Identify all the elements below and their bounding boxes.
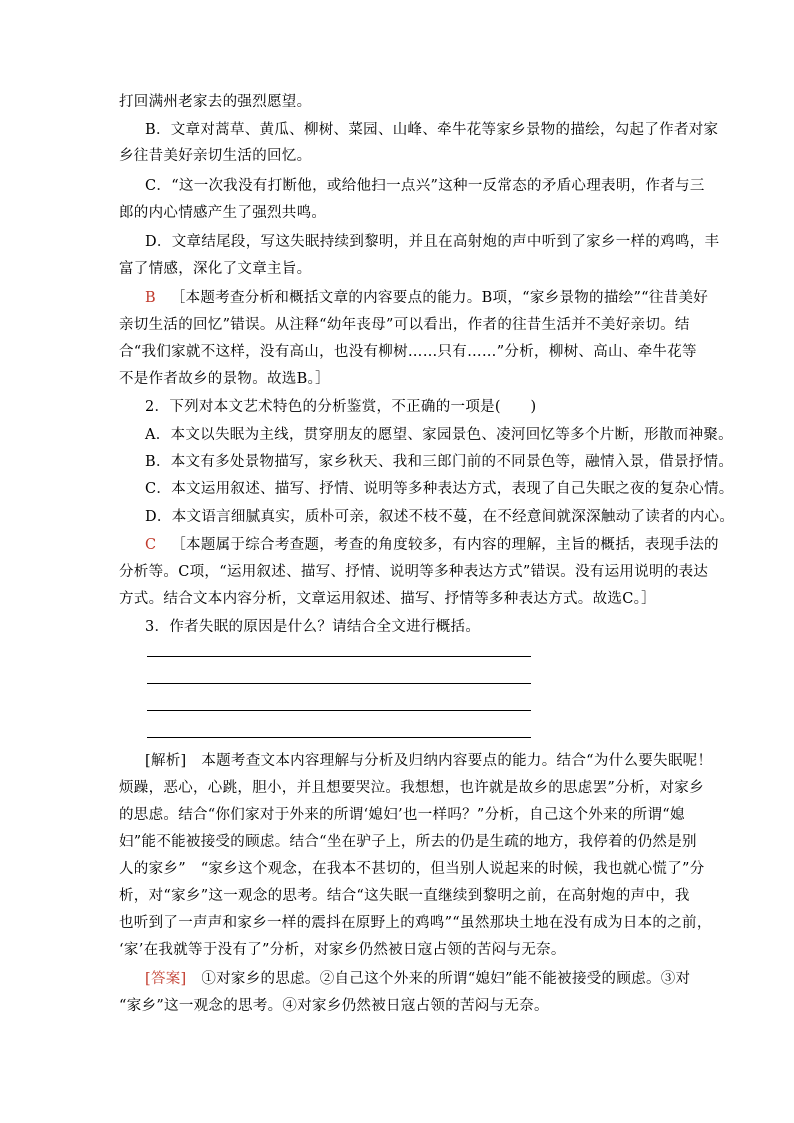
analysis-line: 人的家乡” “家乡这个观念，在我本不甚切的，但当别人说起来的时候，我也就心慌了”分 xyxy=(119,861,705,877)
analysis-line: 妇”能不能被接受的顾虑。结合“坐在驴子上，所去的仍是生疏的地方，我停着的仍然是别 xyxy=(119,834,697,850)
analysis-line: [解析] 本题考查文本内容理解与分析及归纳内容要点的能力。结合“为什么要失眠呢！ xyxy=(145,753,713,769)
answer-blank-line xyxy=(147,683,531,684)
answer-blank-line xyxy=(147,656,531,657)
answer-line: [答案] ①对家乡的思虑。②自己这个外来的所谓“媳妇”能不能被接受的顾虑。③对 xyxy=(145,971,691,987)
option-b-line: B．文章对蒿草、黄瓜、柳树、菜园、山峰、牵牛花等家乡景物的描绘，勾起了作者对家 xyxy=(145,122,719,138)
analysis-line: 烦躁，恶心，心跳，胆小，并且想要哭泣。我想想，也许就是故乡的思虑罢”分析，对家乡 xyxy=(119,780,704,796)
analysis-line: 析，对“家乡”这一观念的思考。结合“这失眠一直继续到黎明之前，在高射炮的声中，我 xyxy=(119,888,690,904)
text-line: 乡往昔美好亲切生活的回忆。 xyxy=(119,148,312,164)
explanation-line: B ［本题考查分析和概括文章的内容要点的能力。B项，“家乡景物的描绘”“往昔美好 xyxy=(145,290,709,306)
text-line: 打回满州老家去的强烈愿望。 xyxy=(119,94,312,110)
explanation-line: 不是作者故乡的景物。故选B。］ xyxy=(119,371,330,387)
question-2: 2．下列对本文艺术特色的分析鉴赏，不正确的一项是( ) xyxy=(145,399,537,415)
explanation-line: 方式。结合文本内容分析，文章运用叙述、描写、抒情等多种表达方式。故选C。］ xyxy=(119,591,656,607)
answer-line: “家乡”这一观念的思考。④对家乡仍然被日寇占领的苦闷与无奈。 xyxy=(119,998,549,1014)
option-a-line: A．本文以失眠为主线，贯穿朋友的愿望、家园景色、凌河回忆等多个片断，形散而神聚。 xyxy=(145,427,733,443)
option-d-line: D．文章结尾段，写这失眠持续到黎明，并且在高射炮的声中听到了家乡一样的鸡鸣，丰 xyxy=(145,234,720,250)
analysis-tag: [解析] xyxy=(145,753,187,769)
analysis-line: 也听到了一声声和家乡一样的震抖在原野上的鸡鸣”“虽然那块土地在没有成为日本的之前， xyxy=(119,915,712,931)
answer-blank-line xyxy=(147,710,531,711)
text-line: 富了情感，深化了文章主旨。 xyxy=(119,261,312,277)
option-b-line: B．本文有多处景物描写，家乡秋天、我和三郎门前的不同景色等，融情入景，借景抒情。 xyxy=(145,454,734,470)
analysis-line: ‘家’在我就等于没有了”分析，对家乡仍然被日寇占领的苦闷与无奈。 xyxy=(119,942,566,958)
explanation-line: 分析等。C项，“运用叙述、描写、抒情、说明等多种表达方式”错误。没有运用说明的表达 xyxy=(119,564,709,580)
answer-blank-line xyxy=(147,737,531,738)
answer-tag: [答案] xyxy=(145,971,187,987)
text-line: 郎的内心情感产生了强烈共鸣。 xyxy=(119,205,327,221)
explanation-line: 亲切生活的回忆”错误。从注释“幼年丧母”可以看出，作者的往昔生活并不美好亲切。结 xyxy=(119,317,690,333)
explanation-line: 合“我们家就不这样，没有高山，也没有柳树……只有……”分析，柳树、高山、牵牛花等 xyxy=(119,344,697,360)
explanation-line: C ［本题属于综合考查题，考查的角度较多，有内容的理解，主旨的概括，表现手法的 xyxy=(145,537,719,553)
option-c-line: C．本文运用叙述、描写、抒情、说明等多种表达方式，表现了自己失眠之夜的复杂心情。 xyxy=(145,481,734,497)
answer-letter-q1: B xyxy=(145,290,156,306)
option-c-line: C．“这一次我没有打断他，或给他扫一点兴”这种一反常态的矛盾心理表明，作者与三 xyxy=(145,178,705,194)
analysis-line: 的思虑。结合“你们家对于外来的所谓‘媳妇’也一样吗？”分析，自己这个外来的所谓“媳 xyxy=(119,807,685,823)
question-3: 3．作者失眠的原因是什么？请结合全文进行概括。 xyxy=(145,619,481,635)
option-d-line: D．本文语言细腻真实，质朴可亲，叙述不枝不蔓，在不经意间就深深触动了读者的内心。 xyxy=(145,509,735,525)
answer-letter-q2: C xyxy=(145,537,157,553)
